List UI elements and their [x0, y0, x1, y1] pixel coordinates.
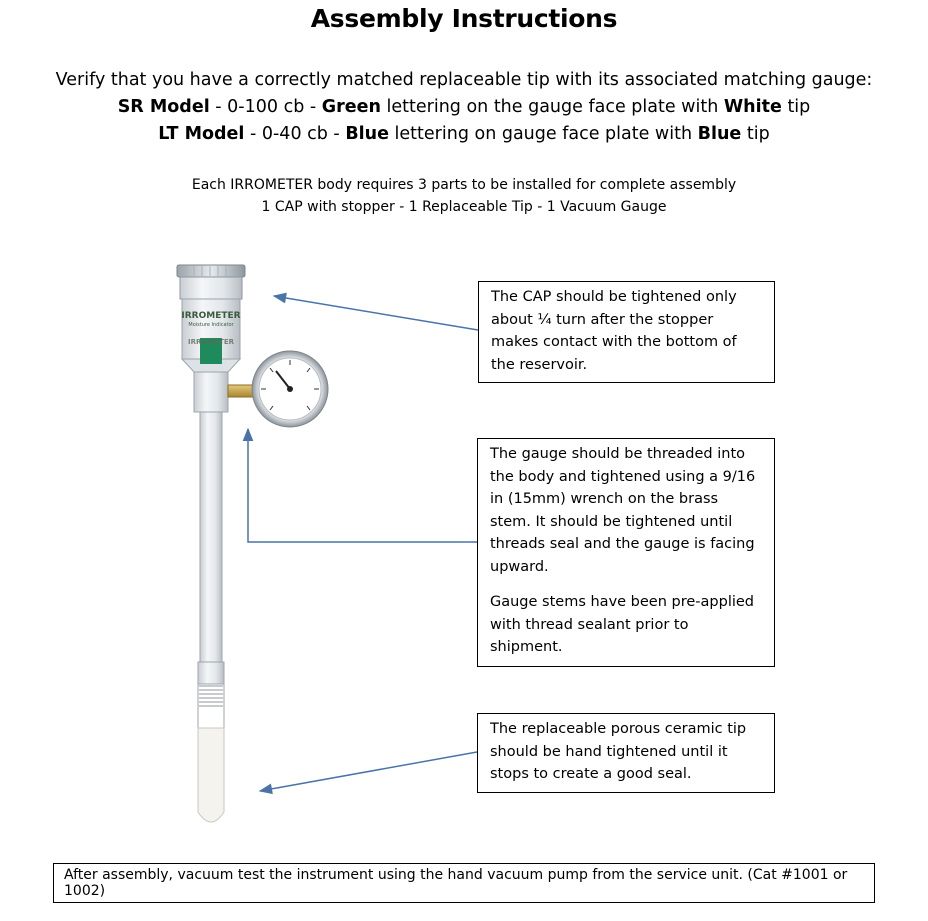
lt-range: - 0-40 cb - — [244, 124, 346, 144]
gauge-callout — [477, 438, 775, 667]
footer-text: After assembly, vacuum test the instrument using the hand vacuum pump from the service unit. (Cat #1001 or 1002) — [64, 867, 848, 899]
sr-range: - 0-100 cb - — [209, 97, 322, 117]
footer-note — [53, 863, 875, 903]
parts-note-line1: Each IRROMETER body requires 3 parts to be installed for complete assembly — [191, 177, 737, 193]
intro-line: Verify that you have a correctly matched replaceable tip with its associated matching gauge: — [55, 70, 873, 90]
page-title: Assembly Instructions — [310, 4, 618, 33]
lt-model-name: LT Model — [158, 124, 245, 144]
lt-text2: tip — [741, 124, 770, 144]
tip-callout — [477, 713, 775, 793]
brand-sub-label: Moisture Indicator — [188, 322, 234, 328]
gauge-callout-text: The gauge should be threaded into the body and tightened using a 9/16 in (15mm) wrench on the brass stem. It should be tightened until threads seal and the gauge is facing upward. — [490, 446, 756, 575]
parts-note-line2: 1 CAP with stopper - 1 Replaceable Tip - 1 Vacuum Gauge — [261, 199, 667, 215]
brand-label: IRROMETER — [181, 311, 241, 321]
gauge-arrow — [248, 429, 477, 542]
reservoir — [181, 299, 240, 372]
brand-label-2: IRROMETER — [187, 338, 235, 346]
tip-arrow — [260, 752, 477, 791]
cap-callout — [478, 281, 775, 383]
brass-stem — [228, 385, 254, 397]
cap-arrow — [274, 296, 478, 330]
sr-text1: lettering on the gauge face plate with — [380, 97, 724, 117]
lt-letter-color: Blue — [345, 124, 389, 144]
sr-model-name: SR Model — [117, 97, 210, 117]
gauge-callout-note: Gauge stems have been pre-applied with thread sealant prior to shipment. — [490, 594, 755, 655]
lt-text1: lettering on gauge face plate with — [388, 124, 698, 144]
body-tube — [194, 372, 228, 728]
tip-callout-text: The replaceable porous ceramic tip should be hand tightened until it stops to create a good seal. — [490, 721, 747, 782]
lt-tip-color: Blue — [697, 124, 742, 144]
sr-text2: tip — [781, 97, 811, 117]
cap-callout-text: The CAP should be tightened only about ¼ turn after the stopper makes contact with the bottom of the reservoir. — [491, 289, 737, 373]
vacuum-gauge — [252, 351, 328, 427]
ceramic-tip — [198, 728, 224, 822]
sr-letter-color: Green — [321, 97, 381, 117]
cap — [177, 265, 245, 299]
sr-tip-color: White — [723, 97, 782, 117]
